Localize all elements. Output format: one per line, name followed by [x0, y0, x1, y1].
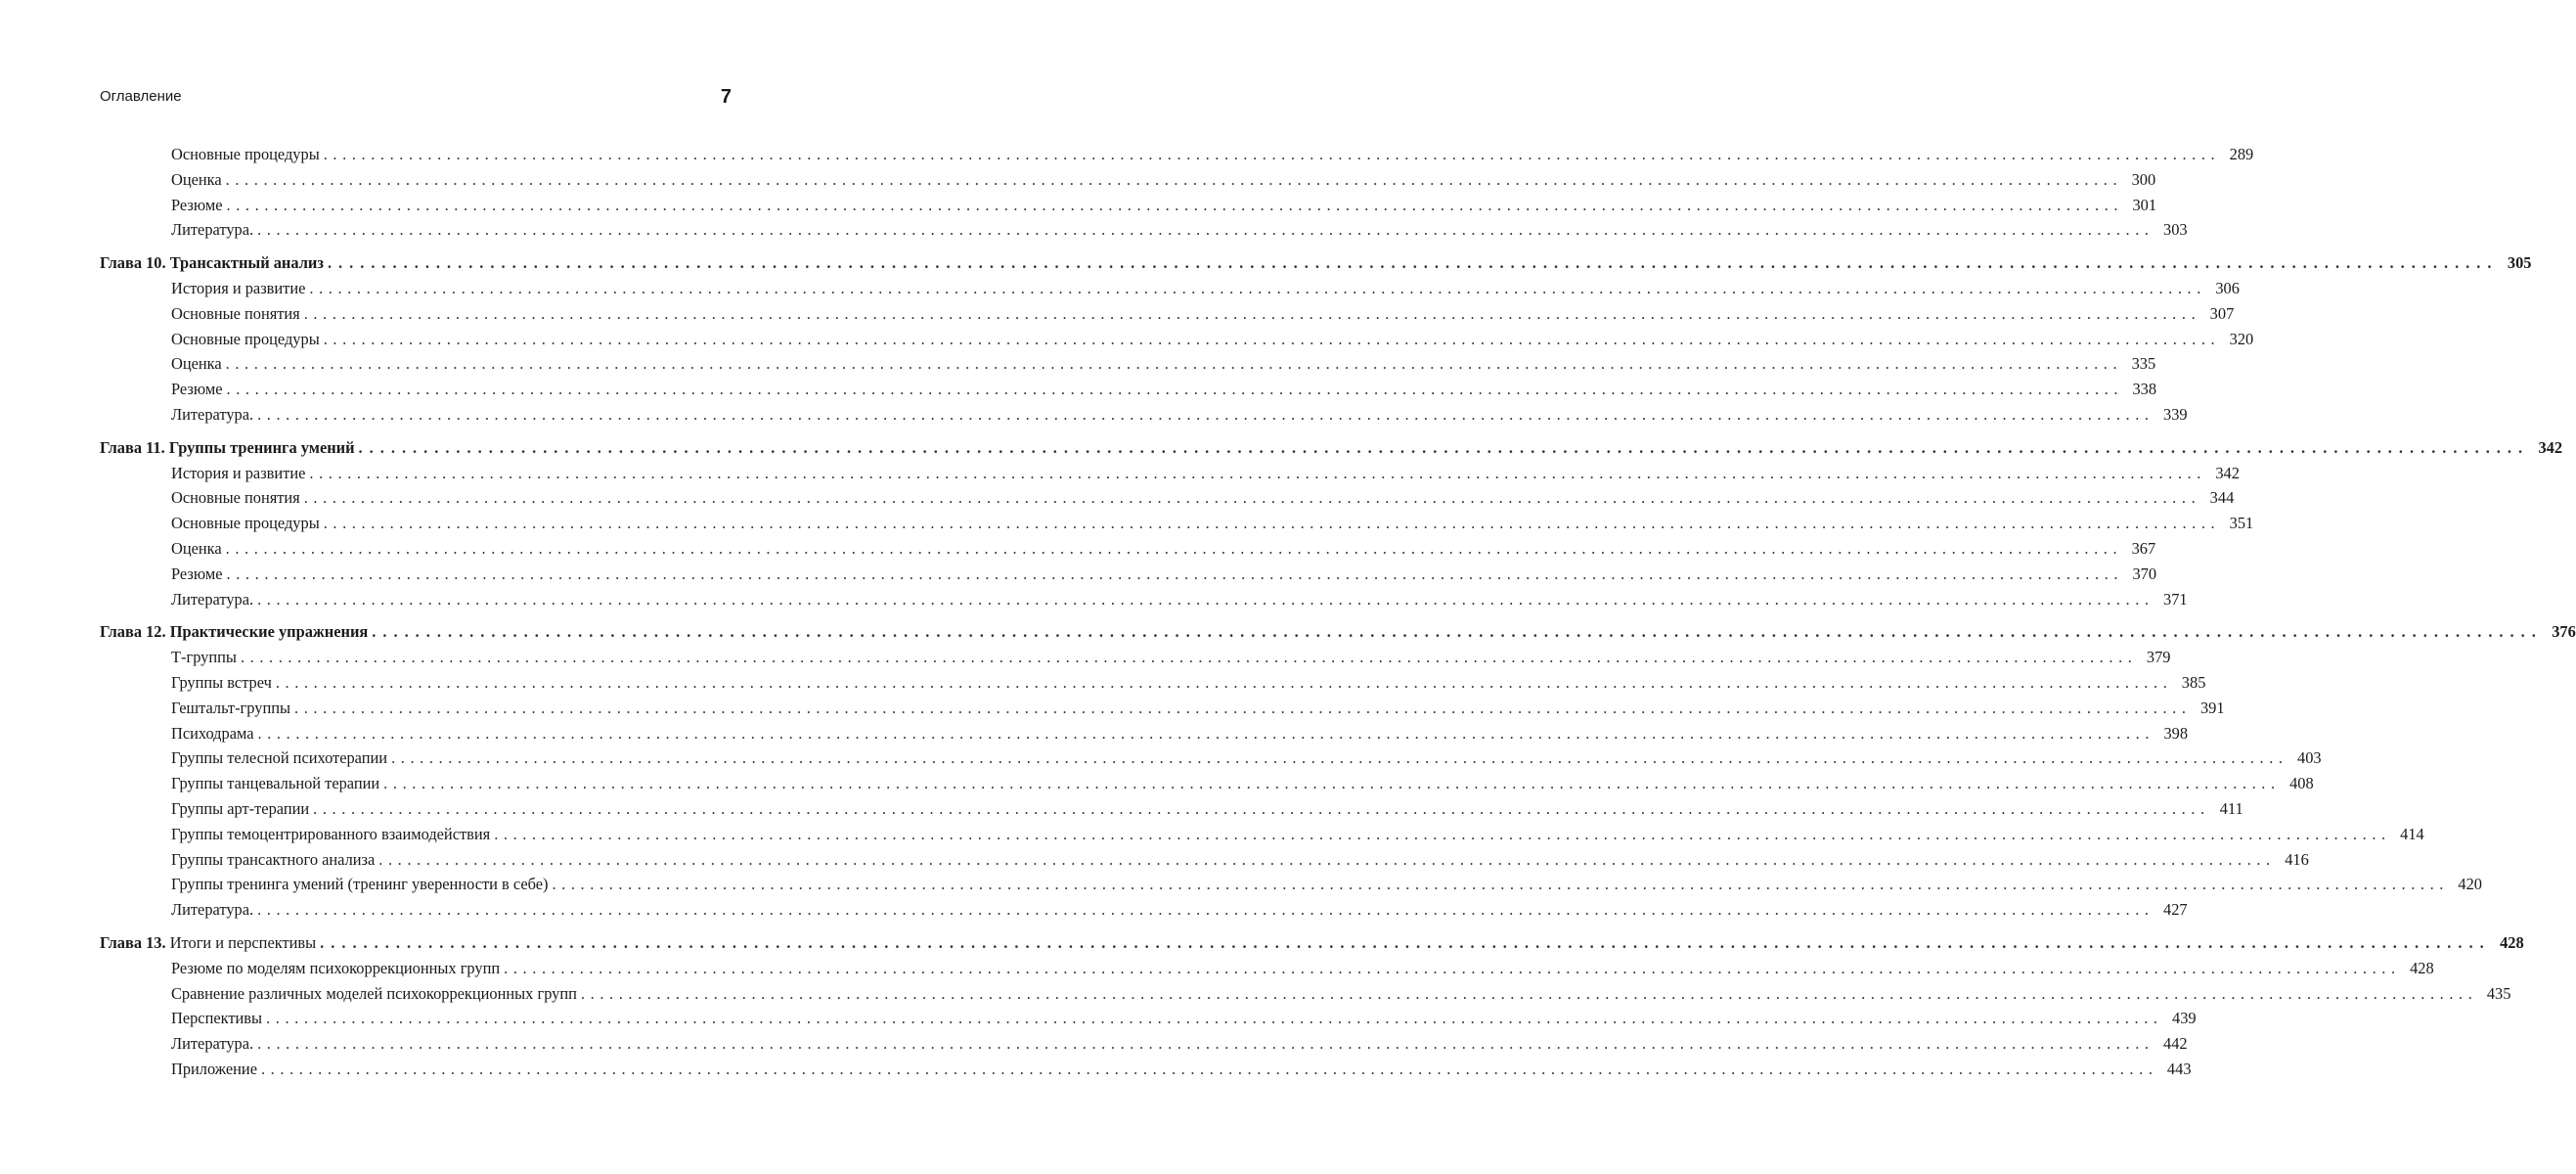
dot-leader: ........................................................................................................................................................................................................ [303, 488, 2201, 508]
toc-entry-row[interactable] [100, 587, 2188, 612]
toc-entry-title: Группы трансактного анализа [171, 849, 376, 869]
toc-page-number: 427 [2163, 900, 2188, 920]
toc-entry-title: Резюме [171, 195, 223, 214]
dot-leader: ........................................................................................................................................................................................................ [580, 983, 2478, 1003]
dot-leader: ........................................................................................................................................................................................................ [225, 354, 2123, 374]
toc-entry-row[interactable] [100, 721, 2189, 746]
toc-entry-row[interactable] [100, 956, 2434, 981]
toc-entry-title: Основные процедуры [171, 329, 320, 348]
toc-entry-title: Основные процедуры [171, 145, 320, 163]
toc-page-number: 379 [2146, 648, 2171, 667]
toc-entry-title: Т-группы [171, 648, 237, 667]
toc-page-number: 335 [2131, 354, 2156, 374]
toc-chapter-row[interactable] [100, 250, 2532, 276]
dot-leader: ........................................................................................................................................................................................................ [294, 698, 2192, 717]
toc-entry-row[interactable] [100, 276, 2240, 301]
dot-leader: ........................................................................................................................................................................................................ [257, 900, 2154, 920]
toc-entry-row[interactable] [100, 562, 2157, 587]
dot-leader: ........................................................................................................................................................................................................ [358, 437, 2530, 457]
toc-entry-row[interactable] [100, 981, 2511, 1007]
dot-leader: ........................................................................................................................................................................................................ [320, 932, 2491, 952]
toc-entry-row[interactable] [100, 461, 2240, 486]
toc-chapter-name: Группы тренинга умений [168, 437, 355, 457]
toc-page-number: 307 [2209, 303, 2235, 323]
toc-entry-title: Основные понятия [171, 303, 300, 323]
toc-entry-title: Группы арт-терапии [171, 798, 310, 818]
dot-leader: ........................................................................................................................................................................................................ [225, 538, 2123, 558]
dot-leader: ........................................................................................................................................................................................................ [275, 672, 2173, 692]
dot-leader: ........................................................................................................................................................................................................ [226, 564, 2124, 583]
page-header [100, 86, 732, 115]
toc-chapter-label: Глава 12. [100, 622, 166, 642]
toc-page-number: 414 [2400, 824, 2424, 843]
toc-page-number: 416 [2285, 849, 2309, 869]
toc-entry-title: Основные понятия [171, 488, 300, 508]
toc-entry-title: Литература. [171, 1034, 254, 1054]
toc-entry-row[interactable] [100, 217, 2188, 243]
toc-page-number: 300 [2131, 169, 2156, 189]
toc-entry-title: Перспективы [171, 1009, 263, 1028]
toc-page-number: 398 [2163, 723, 2189, 743]
toc-entry-row[interactable] [100, 167, 2156, 193]
toc-entry-row[interactable] [100, 872, 2482, 897]
dot-leader: ........................................................................................................................................................................................................ [552, 875, 2449, 894]
toc-chapter-row[interactable] [100, 619, 2576, 645]
toc-page-number: 305 [2507, 253, 2532, 273]
toc-entry-title: Литература. [171, 900, 254, 920]
toc-entry-row[interactable] [100, 193, 2157, 218]
toc-entry-row[interactable] [100, 771, 2314, 796]
toc-entry-row[interactable] [100, 822, 2424, 847]
dot-leader: ........................................................................................................................................................................................................ [504, 958, 2401, 977]
toc-chapter-title [100, 435, 355, 461]
dot-leader: ........................................................................................................................................................................................................ [257, 220, 2154, 240]
toc-page-number: 306 [2215, 278, 2240, 297]
dot-leader: ........................................................................................................................................................................................................ [494, 824, 2391, 843]
toc-entry-row[interactable] [100, 745, 2322, 771]
toc-page-number: 435 [2486, 983, 2511, 1003]
toc-entry-title: Литература. [171, 220, 254, 240]
toc-entry-row[interactable] [100, 377, 2157, 402]
toc-page-number: 403 [2297, 748, 2322, 768]
toc-entry-title: Оценка [171, 354, 222, 374]
dot-leader: ........................................................................................................................................................................................................ [225, 169, 2123, 189]
toc-page-number: 428 [2500, 932, 2524, 952]
toc-page-number: 351 [2229, 514, 2254, 533]
toc-entry-row[interactable] [100, 536, 2156, 562]
toc-page-number: 320 [2229, 329, 2254, 348]
toc-entry-row[interactable] [100, 485, 2235, 511]
toc-chapter-title [100, 930, 316, 956]
toc-entry-row[interactable] [100, 645, 2171, 670]
toc-entry-row[interactable] [100, 696, 2225, 721]
dot-leader: ........................................................................................................................................................................................................ [226, 380, 2124, 399]
dot-leader: ........................................................................................................................................................................................................ [391, 748, 2288, 768]
dot-leader: ........................................................................................................................................................................................................ [303, 303, 2201, 323]
toc-entry-row[interactable] [100, 351, 2156, 377]
dot-leader: ........................................................................................................................................................................................................ [378, 849, 2276, 869]
toc-entry-title: Приложение [171, 1059, 257, 1078]
dot-leader: ........................................................................................................................................................................................................ [266, 1009, 2163, 1028]
toc-page-number: 439 [2172, 1009, 2197, 1028]
dot-leader: ........................................................................................................................................................................................................ [383, 774, 2281, 793]
dot-leader: ........................................................................................................................................................................................................ [323, 329, 2221, 348]
dot-leader: ........................................................................................................................................................................................................ [327, 253, 2499, 273]
dot-leader: ........................................................................................................................................................................................................ [313, 798, 2210, 818]
toc-page-number: 338 [2132, 380, 2157, 399]
dot-leader: ........................................................................................................................................................................................................ [372, 622, 2543, 642]
toc-chapter-label: Глава 13. [100, 932, 166, 952]
dot-leader: ........................................................................................................................................................................................................ [260, 1059, 2158, 1078]
toc-page-number: 370 [2132, 564, 2157, 583]
toc-entry-title: Оценка [171, 169, 222, 189]
toc-page-number: 371 [2163, 589, 2188, 609]
dot-leader: ........................................................................................................................................................................................................ [257, 589, 2154, 609]
dot-leader: ........................................................................................................................................................................................................ [309, 463, 2206, 482]
toc-entry-row[interactable] [100, 670, 2206, 696]
toc-entry-title: Психодрама [171, 723, 254, 743]
toc-page-number: 301 [2132, 195, 2157, 214]
toc-chapter-label: Глава 10. [100, 253, 166, 273]
toc-page-number: 428 [2410, 958, 2434, 977]
toc-entry-title: Основные процедуры [171, 514, 320, 533]
toc-entry-title: Группы встреч [171, 672, 272, 692]
toc-entry-row[interactable] [100, 1057, 2192, 1082]
dot-leader: ........................................................................................................................................................................................................ [240, 648, 2138, 667]
toc-entry-title: Резюме по моделям психокоррекционных групп [171, 958, 501, 977]
toc-entry-title: Гештальт-группы [171, 698, 291, 717]
toc-chapter-name: Итоги и перспективы [169, 932, 317, 952]
toc-page-number: 342 [2538, 437, 2563, 457]
toc-page-number: 385 [2181, 672, 2206, 692]
running-head: Оглавление [100, 88, 182, 105]
toc-entry-title: Литература. [171, 589, 254, 609]
dot-leader: ........................................................................................................................................................................................................ [257, 404, 2154, 424]
toc-entry-title: История и развитие [171, 278, 306, 297]
toc-entry-row[interactable] [100, 1031, 2188, 1057]
toc-page-number: 411 [2219, 798, 2243, 818]
toc-chapter-label: Глава 11. [100, 437, 165, 457]
toc-page-number: 289 [2229, 145, 2254, 163]
toc-chapter-row[interactable] [100, 930, 2524, 956]
toc-entry-row[interactable] [100, 301, 2235, 327]
toc-entry-title: Резюме [171, 380, 223, 399]
toc-page-number: 367 [2131, 538, 2156, 558]
toc-entry-title: История и развитие [171, 463, 306, 482]
toc-entry-title: Резюме [171, 564, 223, 583]
toc-page-number: 342 [2215, 463, 2240, 482]
toc-entry-row[interactable] [100, 1006, 2197, 1031]
toc-entry-row[interactable] [100, 897, 2188, 923]
toc-page-number: 443 [2166, 1059, 2192, 1078]
toc-page-number: 442 [2163, 1034, 2188, 1054]
toc-entry-row[interactable] [100, 142, 2254, 167]
dot-leader: ........................................................................................................................................................................................................ [323, 514, 2221, 533]
toc-entry-title: Группы тренинга умений (тренинг уверенности в себе) [171, 875, 549, 894]
table-of-contents [100, 142, 2576, 1082]
toc-page-number: 376 [2552, 622, 2576, 642]
toc-page-number: 344 [2209, 488, 2235, 508]
toc-chapter-title [100, 250, 324, 276]
toc-entry-title: Группы телесной психотерапии [171, 748, 388, 768]
toc-entry-row[interactable] [100, 327, 2254, 352]
toc-entry-title: Литература. [171, 404, 254, 424]
toc-entry-title: Группы темоцентрированного взаимодействия [171, 824, 491, 843]
toc-entry-row[interactable] [100, 511, 2254, 536]
toc-entry-row[interactable] [100, 847, 2309, 873]
dot-leader: ........................................................................................................................................................................................................ [226, 195, 2124, 214]
toc-page-number: 391 [2199, 698, 2225, 717]
toc-page-number: 408 [2289, 774, 2314, 793]
toc-chapter-name: Практические упражнения [169, 622, 369, 642]
toc-entry-title: Группы танцевальной терапии [171, 774, 380, 793]
dot-leader: ........................................................................................................................................................................................................ [323, 145, 2221, 163]
toc-entry-row[interactable] [100, 796, 2243, 822]
toc-page-number: 339 [2163, 404, 2188, 424]
toc-entry-row[interactable] [100, 402, 2188, 428]
toc-chapter-title [100, 619, 368, 645]
toc-chapter-row[interactable] [100, 435, 2563, 461]
dot-leader: ........................................................................................................................................................................................................ [257, 723, 2155, 743]
toc-page-number: 420 [2458, 875, 2482, 894]
toc-chapter-name: Трансактный анализ [169, 253, 324, 273]
toc-page-number: 303 [2163, 220, 2188, 240]
toc-entry-title: Сравнение различных моделей психокоррекционных групп [171, 983, 577, 1003]
page-number: 7 [720, 86, 732, 108]
toc-entry-title: Оценка [171, 538, 222, 558]
dot-leader: ........................................................................................................................................................................................................ [257, 1034, 2154, 1054]
dot-leader: ........................................................................................................................................................................................................ [309, 278, 2206, 297]
